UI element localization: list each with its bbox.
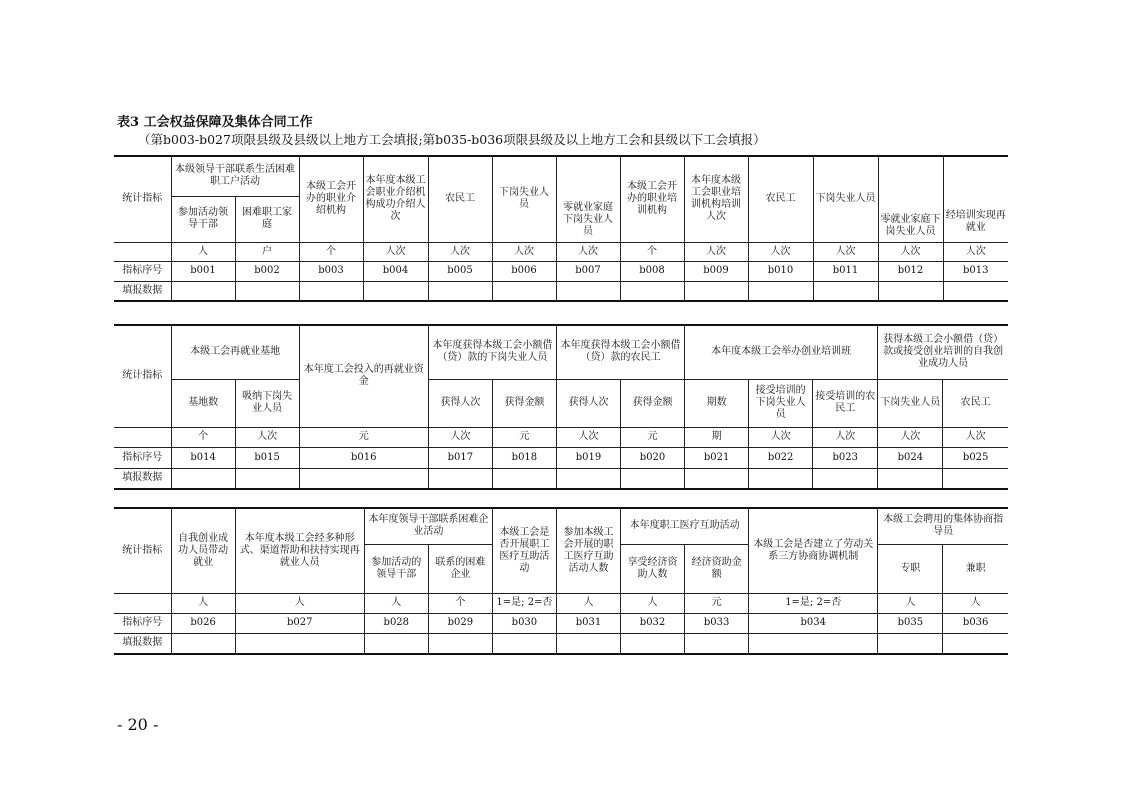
code-cell: b029 <box>428 613 492 633</box>
data-entry-cell[interactable] <box>878 633 943 654</box>
group-header: 本年度获得本级工会小额借（贷）款的农民工 <box>556 325 684 379</box>
code-cell: b034 <box>749 613 878 633</box>
column-header: 零就业家庭下岗失业人员 <box>878 156 943 242</box>
sub-column-header: 兼职 <box>943 544 1008 593</box>
column-header: 本级工会开办的职业介绍机构 <box>299 156 363 242</box>
unit-cell: 人 <box>235 593 364 613</box>
code-cell: b010 <box>748 261 813 281</box>
unit-cell: 1=是; 2=否 <box>749 593 878 613</box>
group-header: 获得本级工会小额借（贷）款或接受创业培训的自我创业成功人员 <box>878 325 1008 379</box>
column-header: 本年度工会投入的再就业资金 <box>299 325 428 427</box>
unit-cell: 个 <box>171 427 235 447</box>
unit-cell: 人次 <box>492 242 556 261</box>
data-entry-cell[interactable] <box>813 468 878 489</box>
group-header: 本级工会聘用的集体协商指导员 <box>878 508 1008 544</box>
column-header: 本级工会是否建立了劳动关系三方协商协调机制 <box>749 508 878 593</box>
sub-column-header: 获得人次 <box>428 379 492 427</box>
row-label-indicator: 统计指标 <box>114 325 171 427</box>
unit-cell: 人次 <box>749 427 813 447</box>
unit-cell: 1=是; 2=否 <box>492 593 556 613</box>
unit-cell: 期 <box>685 427 749 447</box>
data-entry-cell[interactable] <box>749 633 878 654</box>
column-header: 本年度本级工会经多种形式、渠道帮助和扶持实现再就业人员 <box>235 508 364 593</box>
code-cell: b028 <box>364 613 428 633</box>
data-entry-cell[interactable] <box>428 633 492 654</box>
code-cell: b005 <box>428 261 492 281</box>
unit-cell: 人次 <box>943 242 1008 261</box>
data-entry-cell[interactable] <box>943 281 1008 301</box>
code-cell: b024 <box>878 447 943 468</box>
column-header: 本年度本级工会职业介绍机构成功介绍人次 <box>363 156 428 242</box>
unit-cell: 元 <box>685 593 749 613</box>
data-entry-cell[interactable] <box>299 281 363 301</box>
data-entry-cell[interactable] <box>299 468 428 489</box>
unit-cell: 人次 <box>363 242 428 261</box>
column-header: 下岗失业人员 <box>813 156 878 242</box>
unit-cell: 人次 <box>813 427 878 447</box>
sub-column-header: 参加活动领导干部 <box>171 196 235 242</box>
code-cell: b001 <box>171 261 235 281</box>
column-header: 下岗失业人员 <box>492 156 556 242</box>
data-entry-cell[interactable] <box>235 281 299 301</box>
sub-column-header: 吸纳下岗失业人员 <box>235 379 299 427</box>
data-entry-cell[interactable] <box>878 468 943 489</box>
sub-column-header: 联系的困难企业 <box>428 544 492 593</box>
data-entry-cell[interactable] <box>235 633 364 654</box>
data-entry-cell[interactable] <box>621 468 685 489</box>
unit-cell: 人 <box>364 593 428 613</box>
code-cell: b025 <box>943 447 1008 468</box>
sub-column-header: 期数 <box>685 379 749 427</box>
code-cell: b007 <box>556 261 620 281</box>
unit-cell: 人 <box>943 593 1008 613</box>
column-header: 经培训实现再就业 <box>943 156 1008 242</box>
group-header: 本年度本级工会举办创业培训班 <box>685 325 878 379</box>
data-entry-cell[interactable] <box>364 633 428 654</box>
unit-cell: 人 <box>171 593 235 613</box>
data-entry-cell[interactable] <box>749 468 813 489</box>
group-header: 本年度获得本级工会小额借（贷）款的下岗失业人员 <box>428 325 556 379</box>
unit-cell: 人次 <box>878 242 943 261</box>
code-cell: b022 <box>749 447 813 468</box>
sub-column-header: 获得金额 <box>492 379 556 427</box>
unit-cell: 个 <box>299 242 363 261</box>
data-entry-cell[interactable] <box>685 468 749 489</box>
unit-cell: 元 <box>492 427 556 447</box>
code-cell: b031 <box>556 613 620 633</box>
sub-column-header: 基地数 <box>171 379 235 427</box>
sub-column-header: 困难职工家庭 <box>235 196 299 242</box>
unit-cell: 人次 <box>556 242 620 261</box>
row-label-indicator: 统计指标 <box>114 508 171 593</box>
unit-cell: 人次 <box>748 242 813 261</box>
code-cell: b035 <box>878 613 943 633</box>
row-label-fill: 填报数据 <box>114 633 171 654</box>
data-entry-cell[interactable] <box>428 468 492 489</box>
data-entry-cell[interactable] <box>235 468 299 489</box>
data-entry-cell[interactable] <box>492 281 556 301</box>
column-header: 农民工 <box>428 156 492 242</box>
sub-column-header: 接受培训的农民工 <box>813 379 878 427</box>
data-entry-cell[interactable] <box>621 633 685 654</box>
row-label-code: 指标序号 <box>114 613 171 633</box>
data-entry-cell[interactable] <box>363 281 428 301</box>
data-entry-cell[interactable] <box>556 468 620 489</box>
table-subtitle: （第b003-b027项限县级及县级以上地方工会填报;第b035-b036项限县级及以上地方工会和县级以下工会填报） <box>138 132 766 147</box>
statistics-table-1 <box>114 155 1008 302</box>
code-cell: b014 <box>171 447 235 468</box>
group-header: 本级工会再就业基地 <box>171 325 299 379</box>
data-entry-cell[interactable] <box>943 468 1008 489</box>
row-label-fill: 填报数据 <box>114 468 171 489</box>
page-number: - 20 - <box>117 715 159 734</box>
code-cell: b036 <box>943 613 1008 633</box>
row-label-fill: 填报数据 <box>114 281 171 301</box>
unit-cell: 个 <box>428 593 492 613</box>
code-cell: b020 <box>621 447 685 468</box>
row-label-code: 指标序号 <box>114 261 171 281</box>
sub-column-header: 获得金额 <box>621 379 685 427</box>
data-entry-cell[interactable] <box>171 281 235 301</box>
code-cell: b002 <box>235 261 299 281</box>
group-header: 本年度职工医疗互助活动 <box>621 508 749 544</box>
data-entry-cell[interactable] <box>428 281 492 301</box>
unit-cell: 人次 <box>428 242 492 261</box>
unit-cell: 人次 <box>878 427 943 447</box>
group-header: 本级领导干部联系生活困难职工户活动 <box>171 156 299 196</box>
data-entry-cell[interactable] <box>878 281 943 301</box>
data-entry-cell[interactable] <box>943 633 1008 654</box>
sub-column-header: 专职 <box>878 544 943 593</box>
code-cell: b009 <box>684 261 748 281</box>
unit-cell: 人次 <box>684 242 748 261</box>
code-cell: b018 <box>492 447 556 468</box>
data-entry-cell[interactable] <box>684 281 748 301</box>
row-label-indicator: 统计指标 <box>114 156 171 242</box>
group-header: 本年度领导干部联系困难企业活动 <box>364 508 492 544</box>
unit-cell: 个 <box>620 242 684 261</box>
unit-cell: 户 <box>235 242 299 261</box>
sub-column-header: 经济资助金额 <box>685 544 749 593</box>
unit-cell: 人 <box>556 593 620 613</box>
column-header: 零就业家庭下岗失业人员 <box>556 156 620 242</box>
statistics-table-2 <box>114 324 1008 490</box>
code-cell: b030 <box>492 613 556 633</box>
unit-cell: 人次 <box>813 242 878 261</box>
statistics-table-3 <box>114 507 1008 655</box>
column-header: 参加本级工会开展的职工医疗互助活动人数 <box>556 508 620 593</box>
code-cell: b015 <box>235 447 299 468</box>
table-title: 表3 工会权益保障及集体合同工作 <box>117 115 313 130</box>
data-entry-cell[interactable] <box>171 468 235 489</box>
code-cell: b004 <box>363 261 428 281</box>
column-header: 自我创业成功人员带动就业 <box>171 508 235 593</box>
unit-cell: 元 <box>299 427 428 447</box>
sub-column-header: 下岗失业人员 <box>878 379 943 427</box>
code-cell: b027 <box>235 613 364 633</box>
data-entry-cell[interactable] <box>556 281 620 301</box>
code-cell: b019 <box>556 447 620 468</box>
data-entry-cell[interactable] <box>171 633 235 654</box>
data-entry-cell[interactable] <box>685 633 749 654</box>
unit-cell: 人次 <box>428 427 492 447</box>
code-cell: b013 <box>943 261 1008 281</box>
data-entry-cell[interactable] <box>620 281 684 301</box>
sub-column-header: 获得人次 <box>556 379 620 427</box>
column-header: 本年度本级工会职业培训机构培训人次 <box>684 156 748 242</box>
column-header: 本级工会开办的职业培训机构 <box>620 156 684 242</box>
sub-column-header: 享受经济资助人数 <box>621 544 685 593</box>
code-cell: b017 <box>428 447 492 468</box>
code-cell: b016 <box>299 447 428 468</box>
code-cell: b003 <box>299 261 363 281</box>
column-header: 本级工会是否开展职工医疗互助活动 <box>492 508 556 593</box>
sub-column-header: 参加活动的领导干部 <box>364 544 428 593</box>
sub-column-header: 农民工 <box>943 379 1008 427</box>
code-cell: b011 <box>813 261 878 281</box>
code-cell: b032 <box>621 613 685 633</box>
code-cell: b006 <box>492 261 556 281</box>
data-entry-cell[interactable] <box>813 281 878 301</box>
code-cell: b023 <box>813 447 878 468</box>
unit-cell: 人 <box>171 242 235 261</box>
row-label-code: 指标序号 <box>114 447 171 468</box>
code-cell: b021 <box>685 447 749 468</box>
data-entry-cell[interactable] <box>556 633 620 654</box>
data-entry-cell[interactable] <box>492 633 556 654</box>
unit-cell: 人次 <box>556 427 620 447</box>
code-cell: b026 <box>171 613 235 633</box>
code-cell: b008 <box>620 261 684 281</box>
unit-cell: 人次 <box>943 427 1008 447</box>
data-entry-cell[interactable] <box>748 281 813 301</box>
unit-cell: 人次 <box>235 427 299 447</box>
code-cell: b012 <box>878 261 943 281</box>
code-cell: b033 <box>685 613 749 633</box>
sub-column-header: 接受培训的下岗失业人员 <box>749 379 813 427</box>
unit-cell: 人 <box>878 593 943 613</box>
data-entry-cell[interactable] <box>492 468 556 489</box>
unit-cell: 人 <box>621 593 685 613</box>
unit-cell: 元 <box>621 427 685 447</box>
column-header: 农民工 <box>748 156 813 242</box>
